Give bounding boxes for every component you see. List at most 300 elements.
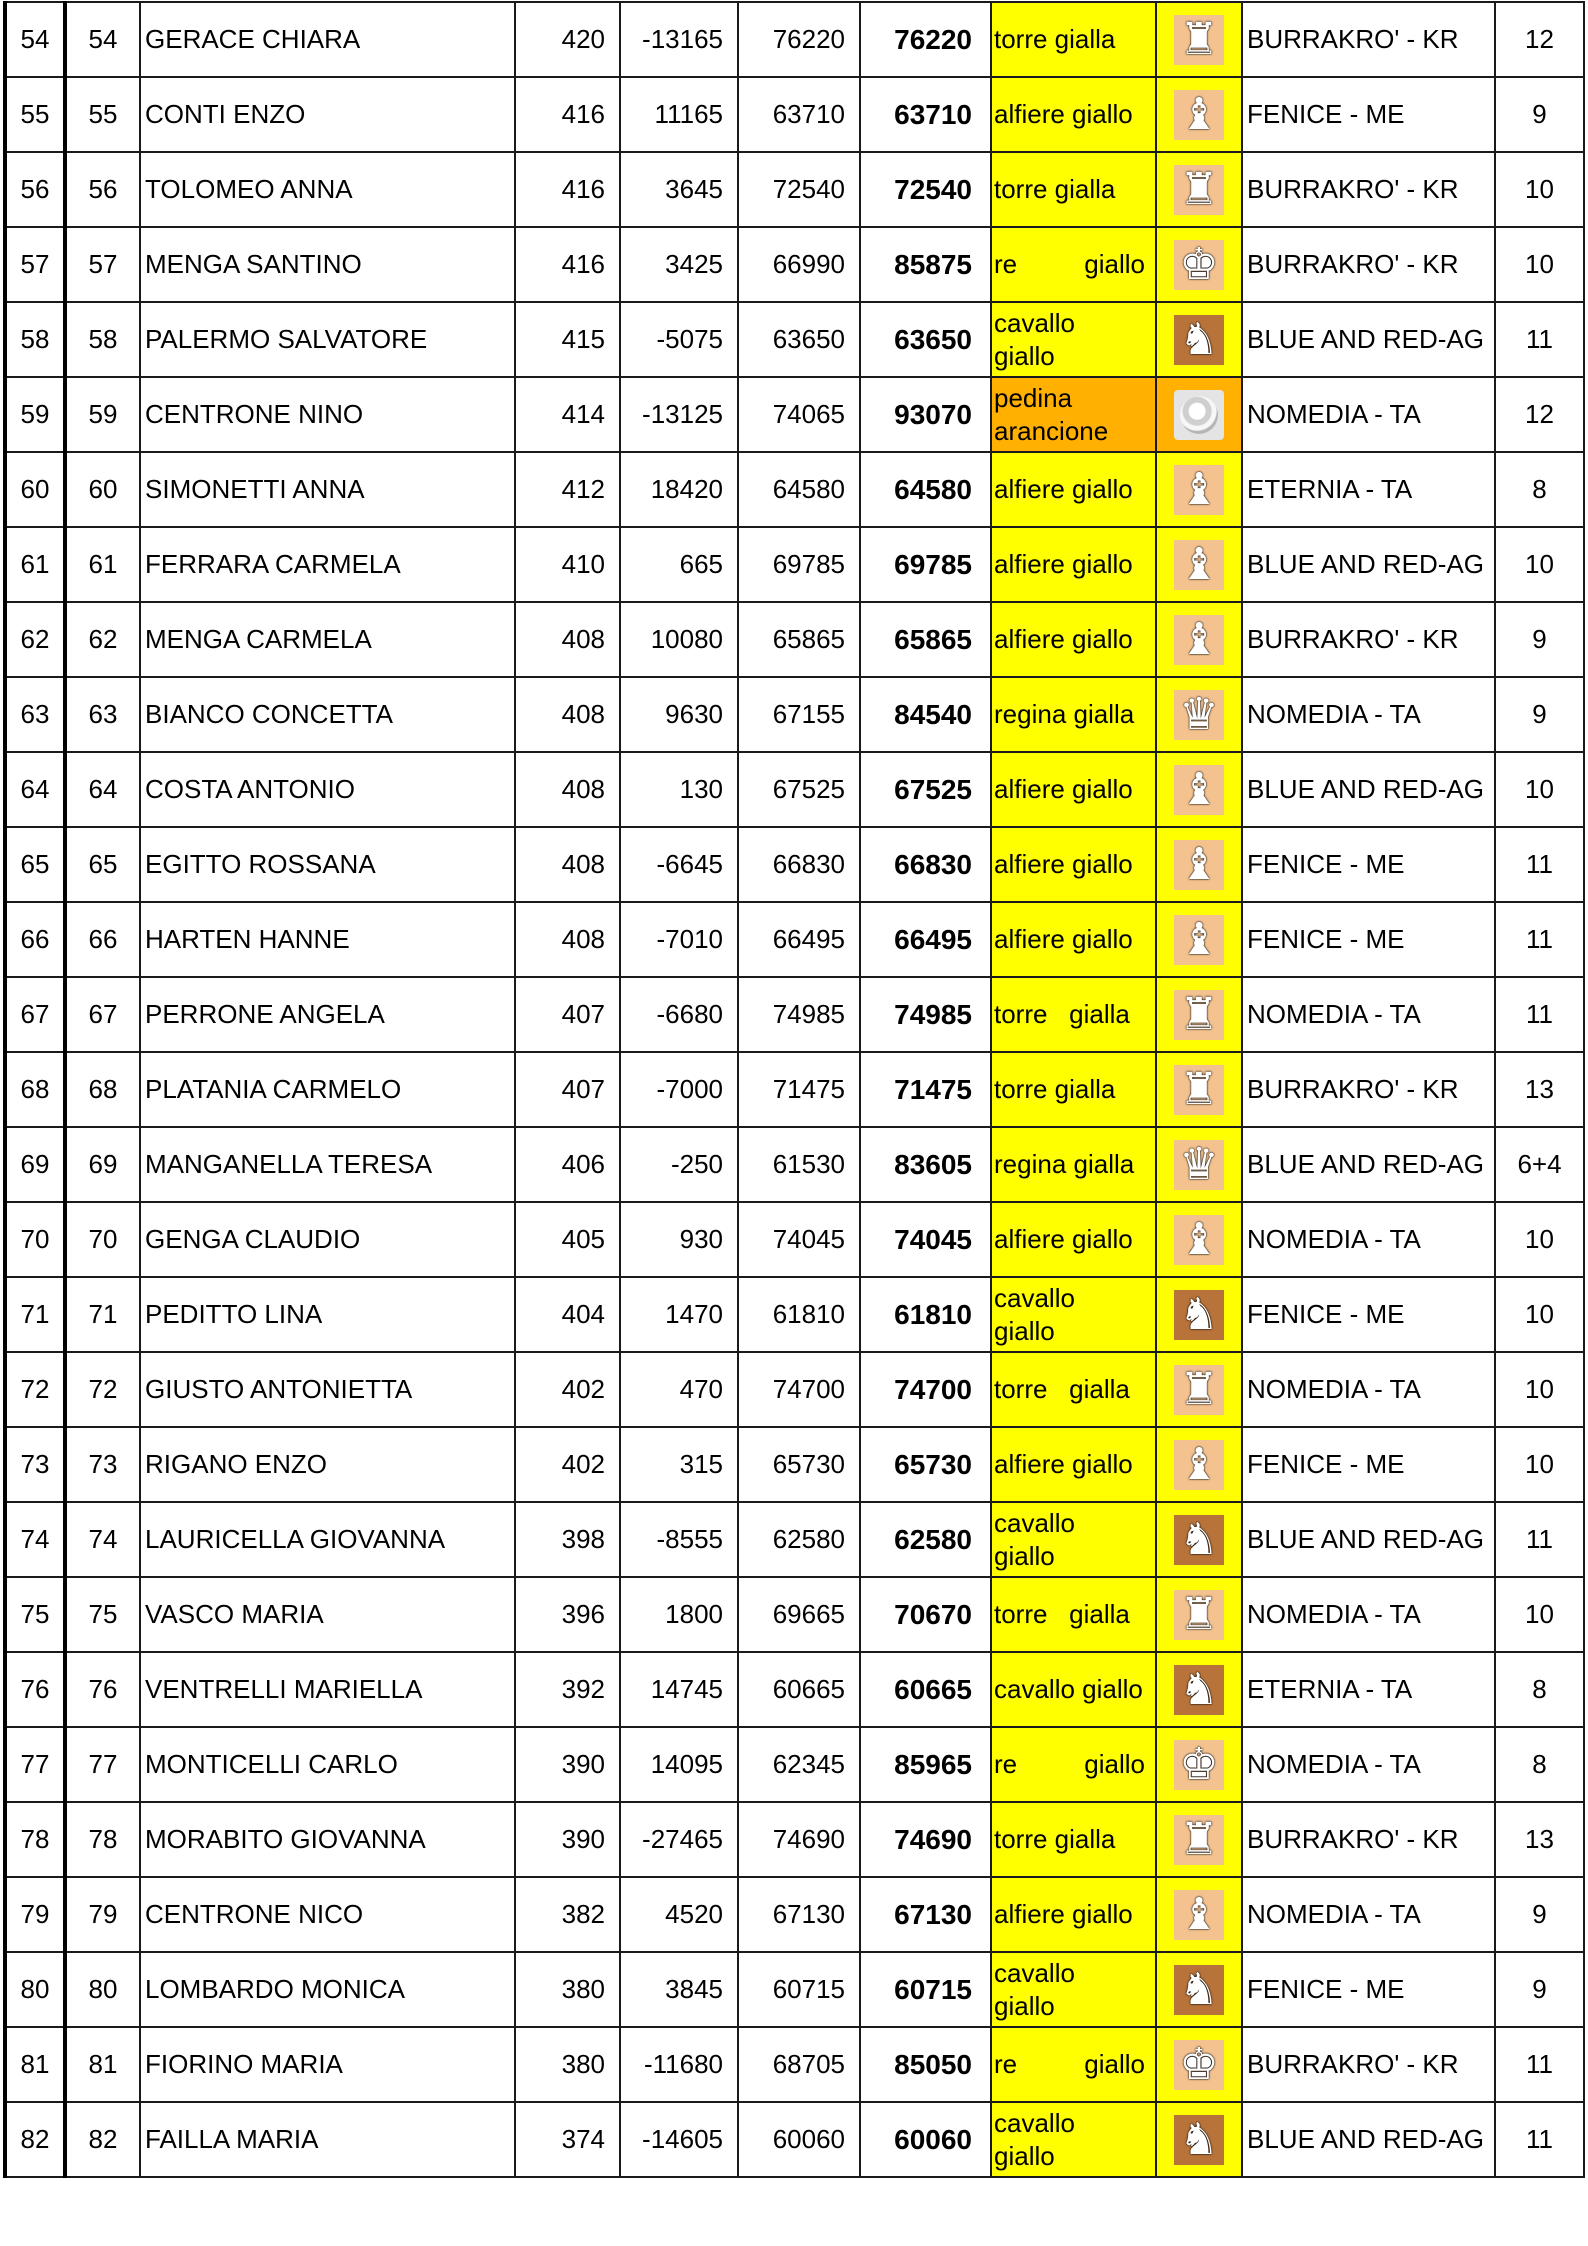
rank-title-cell: re giallo	[991, 2027, 1156, 2102]
games-cell: 9	[1495, 1952, 1584, 2027]
position-cell: 56	[5, 152, 65, 227]
points-cell: 406	[515, 1127, 620, 1202]
position-cell: 63	[5, 677, 65, 752]
team-cell: FENICE - ME	[1242, 77, 1495, 152]
position-cell: 80	[5, 1952, 65, 2027]
games-cell: 12	[1495, 377, 1584, 452]
points-cell: 415	[515, 302, 620, 377]
position-cell: 74	[5, 1502, 65, 1577]
score-cell: 74045	[738, 1202, 860, 1277]
delta-cell: 14095	[620, 1727, 738, 1802]
position-cell: 73	[5, 1427, 65, 1502]
delta-cell: -250	[620, 1127, 738, 1202]
position-cell: 82	[5, 2102, 65, 2177]
games-cell: 13	[1495, 1052, 1584, 1127]
knight-icon: ♞	[1174, 1965, 1224, 2015]
rank-title-cell: cavallo giallo	[991, 302, 1156, 377]
bishop-icon: ♝	[1174, 540, 1224, 590]
player-name-cell: VASCO MARIA	[140, 1577, 515, 1652]
position-cell: 79	[5, 1877, 65, 1952]
score-cell: 71475	[738, 1052, 860, 1127]
table-row	[5, 2027, 1584, 2102]
table-row	[5, 677, 1584, 752]
score-cell: 74985	[738, 977, 860, 1052]
delta-cell: 470	[620, 1352, 738, 1427]
player-number-cell: 71	[65, 1277, 140, 1352]
player-name-cell: LAURICELLA GIOVANNA	[140, 1502, 515, 1577]
player-number-cell: 77	[65, 1727, 140, 1802]
player-name-cell: GERACE CHIARA	[140, 2, 515, 77]
total-cell: 66495	[860, 902, 991, 977]
position-cell: 67	[5, 977, 65, 1052]
team-cell: BURRAKRO' - KR	[1242, 227, 1495, 302]
team-cell: FENICE - ME	[1242, 1427, 1495, 1502]
delta-cell: 3425	[620, 227, 738, 302]
games-cell: 10	[1495, 1352, 1584, 1427]
ranking-body	[5, 2, 1584, 2177]
score-cell: 69785	[738, 527, 860, 602]
position-cell: 77	[5, 1727, 65, 1802]
rank-title-cell: regina gialla	[991, 1127, 1156, 1202]
table-row	[5, 77, 1584, 152]
delta-cell: -7010	[620, 902, 738, 977]
score-cell: 63710	[738, 77, 860, 152]
position-cell: 64	[5, 752, 65, 827]
total-cell: 62580	[860, 1502, 991, 1577]
king-icon: ♚	[1174, 2040, 1224, 2090]
points-cell: 396	[515, 1577, 620, 1652]
games-cell: 10	[1495, 752, 1584, 827]
position-cell: 81	[5, 2027, 65, 2102]
total-cell: 74045	[860, 1202, 991, 1277]
rank-title-cell: cavallo giallo	[991, 2102, 1156, 2177]
player-name-cell: RIGANO ENZO	[140, 1427, 515, 1502]
points-cell: 390	[515, 1727, 620, 1802]
table-row	[5, 602, 1584, 677]
player-name-cell: MENGA CARMELA	[140, 602, 515, 677]
score-cell: 66830	[738, 827, 860, 902]
team-cell: BLUE AND RED-AG	[1242, 1127, 1495, 1202]
player-name-cell: FIORINO MARIA	[140, 2027, 515, 2102]
delta-cell: -8555	[620, 1502, 738, 1577]
delta-cell: 18420	[620, 452, 738, 527]
player-number-cell: 79	[65, 1877, 140, 1952]
rook-icon: ♜	[1174, 1590, 1224, 1640]
total-cell: 85965	[860, 1727, 991, 1802]
total-cell: 85050	[860, 2027, 991, 2102]
position-cell: 58	[5, 302, 65, 377]
knight-icon: ♞	[1174, 1515, 1224, 1565]
games-cell: 6+4	[1495, 1127, 1584, 1202]
rank-title-cell: torre gialla	[991, 152, 1156, 227]
total-cell: 74690	[860, 1802, 991, 1877]
total-cell: 76220	[860, 2, 991, 77]
games-cell: 9	[1495, 1877, 1584, 1952]
points-cell: 380	[515, 2027, 620, 2102]
rank-title-cell: alfiere giallo	[991, 452, 1156, 527]
table-row	[5, 452, 1584, 527]
rank-title-cell: torre gialla	[991, 1802, 1156, 1877]
rank-icon-cell	[1156, 677, 1242, 752]
delta-cell: 3845	[620, 1952, 738, 2027]
games-cell: 8	[1495, 1727, 1584, 1802]
rank-icon-cell	[1156, 377, 1242, 452]
player-number-cell: 78	[65, 1802, 140, 1877]
points-cell: 402	[515, 1427, 620, 1502]
position-cell: 65	[5, 827, 65, 902]
rank-icon-cell	[1156, 2027, 1242, 2102]
total-cell: 85875	[860, 227, 991, 302]
score-cell: 63650	[738, 302, 860, 377]
rank-title-cell: alfiere giallo	[991, 827, 1156, 902]
points-cell: 392	[515, 1652, 620, 1727]
games-cell: 9	[1495, 77, 1584, 152]
points-cell: 408	[515, 902, 620, 977]
points-cell: 410	[515, 527, 620, 602]
player-number-cell: 55	[65, 77, 140, 152]
total-cell: 69785	[860, 527, 991, 602]
queen-icon: ♛	[1174, 690, 1224, 740]
score-cell: 61810	[738, 1277, 860, 1352]
delta-cell: 3645	[620, 152, 738, 227]
delta-cell: -6645	[620, 827, 738, 902]
total-cell: 64580	[860, 452, 991, 527]
team-cell: NOMEDIA - TA	[1242, 377, 1495, 452]
total-cell: 67130	[860, 1877, 991, 1952]
player-name-cell: COSTA ANTONIO	[140, 752, 515, 827]
team-cell: NOMEDIA - TA	[1242, 1352, 1495, 1427]
player-number-cell: 61	[65, 527, 140, 602]
total-cell: 71475	[860, 1052, 991, 1127]
delta-cell: -6680	[620, 977, 738, 1052]
rook-icon: ♜	[1174, 1065, 1224, 1115]
position-cell: 55	[5, 77, 65, 152]
bishop-icon: ♝	[1174, 1890, 1224, 1940]
rank-icon-cell	[1156, 977, 1242, 1052]
bishop-icon: ♝	[1174, 615, 1224, 665]
total-cell: 63710	[860, 77, 991, 152]
rank-title-cell: torre gialla	[991, 2, 1156, 77]
total-cell: 72540	[860, 152, 991, 227]
rank-title-cell: regina gialla	[991, 677, 1156, 752]
rook-icon: ♜	[1174, 1365, 1224, 1415]
delta-cell: -7000	[620, 1052, 738, 1127]
player-name-cell: FAILLA MARIA	[140, 2102, 515, 2177]
player-name-cell: VENTRELLI MARIELLA	[140, 1652, 515, 1727]
player-number-cell: 64	[65, 752, 140, 827]
player-number-cell: 69	[65, 1127, 140, 1202]
score-cell: 64580	[738, 452, 860, 527]
games-cell: 9	[1495, 677, 1584, 752]
knight-icon: ♞	[1174, 2115, 1224, 2165]
points-cell: 382	[515, 1877, 620, 1952]
score-cell: 66495	[738, 902, 860, 977]
player-number-cell: 57	[65, 227, 140, 302]
total-cell: 66830	[860, 827, 991, 902]
delta-cell: -27465	[620, 1802, 738, 1877]
rank-icon-cell	[1156, 227, 1242, 302]
player-number-cell: 76	[65, 1652, 140, 1727]
points-cell: 408	[515, 827, 620, 902]
delta-cell: -5075	[620, 302, 738, 377]
rank-title-cell: alfiere giallo	[991, 527, 1156, 602]
player-number-cell: 66	[65, 902, 140, 977]
table-row	[5, 1052, 1584, 1127]
rank-icon-cell	[1156, 152, 1242, 227]
score-cell: 74065	[738, 377, 860, 452]
player-number-cell: 80	[65, 1952, 140, 2027]
games-cell: 12	[1495, 2, 1584, 77]
delta-cell: -13125	[620, 377, 738, 452]
bishop-icon: ♝	[1174, 465, 1224, 515]
position-cell: 76	[5, 1652, 65, 1727]
score-cell: 69665	[738, 1577, 860, 1652]
position-cell: 72	[5, 1352, 65, 1427]
games-cell: 10	[1495, 1427, 1584, 1502]
total-cell: 63650	[860, 302, 991, 377]
score-cell: 60665	[738, 1652, 860, 1727]
score-cell: 68705	[738, 2027, 860, 2102]
points-cell: 407	[515, 977, 620, 1052]
score-cell: 62580	[738, 1502, 860, 1577]
player-number-cell: 60	[65, 452, 140, 527]
table-row	[5, 1352, 1584, 1427]
rank-title-cell: re giallo	[991, 227, 1156, 302]
points-cell: 420	[515, 2, 620, 77]
player-name-cell: PALERMO SALVATORE	[140, 302, 515, 377]
rank-icon-cell	[1156, 1052, 1242, 1127]
score-cell: 76220	[738, 2, 860, 77]
points-cell: 408	[515, 677, 620, 752]
rank-icon-cell	[1156, 1202, 1242, 1277]
table-row	[5, 1202, 1584, 1277]
team-cell: BLUE AND RED-AG	[1242, 2102, 1495, 2177]
points-cell: 412	[515, 452, 620, 527]
rank-title-cell: alfiere giallo	[991, 1427, 1156, 1502]
player-number-cell: 56	[65, 152, 140, 227]
player-number-cell: 63	[65, 677, 140, 752]
games-cell: 10	[1495, 1202, 1584, 1277]
total-cell: 67525	[860, 752, 991, 827]
rank-icon-cell	[1156, 1577, 1242, 1652]
player-name-cell: HARTEN HANNE	[140, 902, 515, 977]
team-cell: BURRAKRO' - KR	[1242, 152, 1495, 227]
games-cell: 11	[1495, 302, 1584, 377]
total-cell: 74985	[860, 977, 991, 1052]
games-cell: 10	[1495, 1277, 1584, 1352]
player-name-cell: MORABITO GIOVANNA	[140, 1802, 515, 1877]
rank-icon-cell	[1156, 902, 1242, 977]
delta-cell: 665	[620, 527, 738, 602]
rank-title-cell: pedina arancione	[991, 377, 1156, 452]
player-name-cell: CONTI ENZO	[140, 77, 515, 152]
team-cell: NOMEDIA - TA	[1242, 977, 1495, 1052]
team-cell: BURRAKRO' - KR	[1242, 602, 1495, 677]
points-cell: 404	[515, 1277, 620, 1352]
rank-icon-cell	[1156, 1427, 1242, 1502]
team-cell: BURRAKRO' - KR	[1242, 2027, 1495, 2102]
total-cell: 60715	[860, 1952, 991, 2027]
ranking-table	[3, 1, 1585, 2178]
team-cell: FENICE - ME	[1242, 1952, 1495, 2027]
position-cell: 75	[5, 1577, 65, 1652]
total-cell: 83605	[860, 1127, 991, 1202]
table-row	[5, 1502, 1584, 1577]
team-cell: NOMEDIA - TA	[1242, 677, 1495, 752]
team-cell: BLUE AND RED-AG	[1242, 527, 1495, 602]
bishop-icon: ♝	[1174, 765, 1224, 815]
score-cell: 67130	[738, 1877, 860, 1952]
rank-title-cell: re giallo	[991, 1727, 1156, 1802]
rank-title-cell: cavallo giallo	[991, 1952, 1156, 2027]
rank-icon-cell	[1156, 2102, 1242, 2177]
player-name-cell: PEDITTO LINA	[140, 1277, 515, 1352]
team-cell: BLUE AND RED-AG	[1242, 302, 1495, 377]
player-name-cell: LOMBARDO MONICA	[140, 1952, 515, 2027]
table-row	[5, 1277, 1584, 1352]
total-cell: 84540	[860, 677, 991, 752]
player-number-cell: 54	[65, 2, 140, 77]
team-cell: BURRAKRO' - KR	[1242, 1802, 1495, 1877]
rank-icon-cell	[1156, 1502, 1242, 1577]
score-cell: 65865	[738, 602, 860, 677]
table-row	[5, 302, 1584, 377]
rook-icon: ♜	[1174, 990, 1224, 1040]
games-cell: 9	[1495, 602, 1584, 677]
knight-icon: ♞	[1174, 1665, 1224, 1715]
player-number-cell: 74	[65, 1502, 140, 1577]
player-name-cell: CENTRONE NICO	[140, 1877, 515, 1952]
table-row	[5, 227, 1584, 302]
table-row	[5, 977, 1584, 1052]
points-cell: 414	[515, 377, 620, 452]
rank-icon-cell	[1156, 1277, 1242, 1352]
games-cell: 11	[1495, 902, 1584, 977]
player-number-cell: 81	[65, 2027, 140, 2102]
player-number-cell: 70	[65, 1202, 140, 1277]
rank-title-cell: cavallo giallo	[991, 1502, 1156, 1577]
player-number-cell: 82	[65, 2102, 140, 2177]
bishop-icon: ♝	[1174, 1440, 1224, 1490]
games-cell: 10	[1495, 1577, 1584, 1652]
position-cell: 59	[5, 377, 65, 452]
player-name-cell: GIUSTO ANTONIETTA	[140, 1352, 515, 1427]
games-cell: 10	[1495, 152, 1584, 227]
team-cell: BLUE AND RED-AG	[1242, 752, 1495, 827]
score-cell: 67155	[738, 677, 860, 752]
rank-icon-cell	[1156, 602, 1242, 677]
team-cell: BURRAKRO' - KR	[1242, 2, 1495, 77]
delta-cell: 9630	[620, 677, 738, 752]
table-row	[5, 902, 1584, 977]
rank-title-cell: alfiere giallo	[991, 902, 1156, 977]
team-cell: NOMEDIA - TA	[1242, 1877, 1495, 1952]
table-row	[5, 152, 1584, 227]
delta-cell: -13165	[620, 2, 738, 77]
player-name-cell: MENGA SANTINO	[140, 227, 515, 302]
points-cell: 405	[515, 1202, 620, 1277]
rank-title-cell: alfiere giallo	[991, 1202, 1156, 1277]
king-icon: ♚	[1174, 240, 1224, 290]
rank-title-cell: alfiere giallo	[991, 752, 1156, 827]
rank-icon-cell	[1156, 302, 1242, 377]
rank-icon-cell	[1156, 1952, 1242, 2027]
table-row	[5, 1802, 1584, 1877]
player-name-cell: MONTICELLI CARLO	[140, 1727, 515, 1802]
games-cell: 11	[1495, 827, 1584, 902]
total-cell: 65865	[860, 602, 991, 677]
player-name-cell: CENTRONE NINO	[140, 377, 515, 452]
bishop-icon: ♝	[1174, 90, 1224, 140]
games-cell: 8	[1495, 1652, 1584, 1727]
rank-title-cell: torre gialla	[991, 977, 1156, 1052]
games-cell: 8	[1495, 452, 1584, 527]
player-number-cell: 73	[65, 1427, 140, 1502]
player-number-cell: 67	[65, 977, 140, 1052]
rank-icon-cell	[1156, 752, 1242, 827]
player-name-cell: BIANCO CONCETTA	[140, 677, 515, 752]
delta-cell: 1800	[620, 1577, 738, 1652]
player-name-cell: MANGANELLA TERESA	[140, 1127, 515, 1202]
team-cell: FENICE - ME	[1242, 902, 1495, 977]
points-cell: 416	[515, 77, 620, 152]
delta-cell: -11680	[620, 2027, 738, 2102]
table-row	[5, 2102, 1584, 2177]
table-row	[5, 1727, 1584, 1802]
rank-icon-cell	[1156, 1127, 1242, 1202]
delta-cell: 10080	[620, 602, 738, 677]
total-cell: 61810	[860, 1277, 991, 1352]
score-cell: 66990	[738, 227, 860, 302]
knight-icon: ♞	[1174, 315, 1224, 365]
team-cell: BURRAKRO' - KR	[1242, 1052, 1495, 1127]
table-row	[5, 827, 1584, 902]
points-cell: 390	[515, 1802, 620, 1877]
delta-cell: 130	[620, 752, 738, 827]
rank-title-cell: alfiere giallo	[991, 1877, 1156, 1952]
position-cell: 71	[5, 1277, 65, 1352]
rank-icon-cell	[1156, 2, 1242, 77]
player-number-cell: 65	[65, 827, 140, 902]
team-cell: NOMEDIA - TA	[1242, 1577, 1495, 1652]
rank-icon-cell	[1156, 1802, 1242, 1877]
position-cell: 78	[5, 1802, 65, 1877]
team-cell: BLUE AND RED-AG	[1242, 1502, 1495, 1577]
player-name-cell: FERRARA CARMELA	[140, 527, 515, 602]
points-cell: 416	[515, 227, 620, 302]
team-cell: NOMEDIA - TA	[1242, 1727, 1495, 1802]
score-cell: 60060	[738, 2102, 860, 2177]
points-cell: 374	[515, 2102, 620, 2177]
position-cell: 54	[5, 2, 65, 77]
games-cell: 11	[1495, 977, 1584, 1052]
player-name-cell: PERRONE ANGELA	[140, 977, 515, 1052]
total-cell: 60665	[860, 1652, 991, 1727]
rank-title-cell: torre gialla	[991, 1577, 1156, 1652]
player-name-cell: EGITTO ROSSANA	[140, 827, 515, 902]
score-cell: 74690	[738, 1802, 860, 1877]
rank-title-cell: torre gialla	[991, 1052, 1156, 1127]
points-cell: 402	[515, 1352, 620, 1427]
games-cell: 11	[1495, 2027, 1584, 2102]
rank-title-cell: alfiere giallo	[991, 77, 1156, 152]
position-cell: 60	[5, 452, 65, 527]
total-cell: 60060	[860, 2102, 991, 2177]
rank-icon-cell	[1156, 77, 1242, 152]
player-name-cell: TOLOMEO ANNA	[140, 152, 515, 227]
table-row	[5, 1427, 1584, 1502]
rook-icon: ♜	[1174, 165, 1224, 215]
